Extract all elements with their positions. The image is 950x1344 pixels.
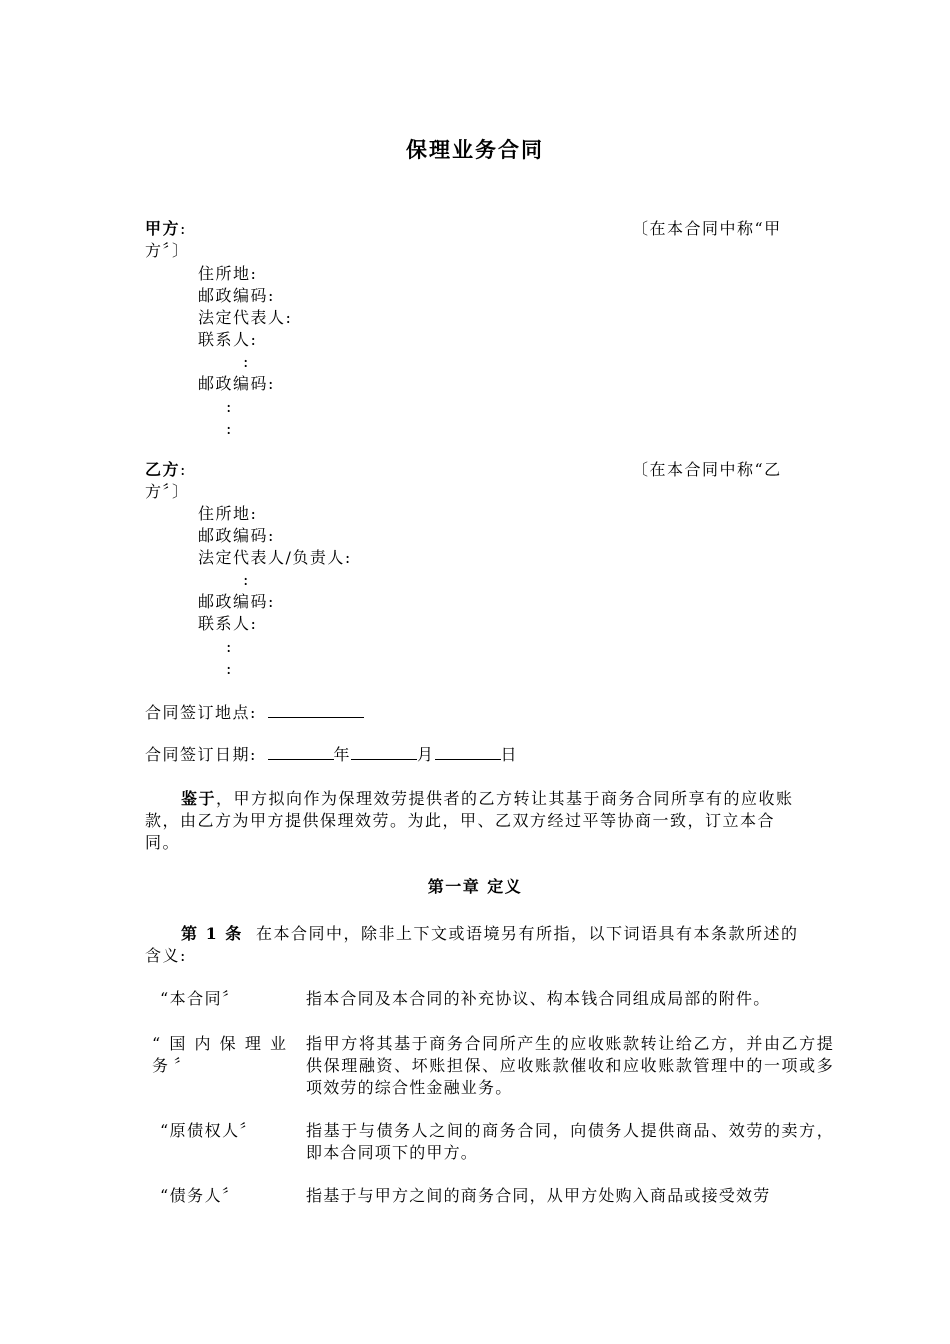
party-a-postcode-field: 邮政编码: — [198, 286, 275, 305]
definition-term: “本合同〞 — [160, 989, 240, 1008]
party-a-blank-field-3: : — [226, 419, 233, 438]
definition-text: 指基于与债务人之间的商务合同，向债务人提供商品、效劳的卖方，即本合同项下的甲方。 — [306, 1121, 834, 1162]
party-a-heading — [145, 218, 187, 240]
definition-term: “债务人〞 — [160, 1186, 240, 1205]
sign-month-unit: 月 — [417, 745, 435, 764]
article-1-lead: 第 1 条 — [181, 924, 243, 943]
party-a-blank-field: : — [243, 352, 250, 371]
sign-day-blank[interactable] — [435, 743, 501, 760]
sign-year-blank[interactable] — [268, 743, 334, 760]
party-a-colon: : — [180, 219, 187, 238]
party-a-designation: 〔在本合同中称“甲 — [632, 219, 782, 238]
definition-term: “原债权人〞 — [160, 1121, 258, 1140]
party-a-designation-cont: 方〞〕 — [145, 241, 190, 260]
sign-date-line — [145, 743, 518, 766]
article-1-paragraph — [145, 923, 805, 967]
article-1-text: 在本合同中，除非上下文或语境另有所指，以下词语具有本条款所述的含义: — [145, 924, 799, 965]
party-a-postcode-field-2: 邮政编码: — [198, 374, 275, 393]
sign-day-unit: 日 — [500, 745, 519, 764]
party-b-legal-rep-field: 法定代表人/负责人: — [198, 548, 352, 567]
party-b-blank-field: : — [243, 570, 250, 589]
whereas-lead: 鉴于 — [181, 789, 217, 808]
party-b-postcode-field-2: 邮政编码: — [198, 592, 275, 611]
party-a-blank-field-2: : — [226, 397, 233, 416]
whereas-text: ，甲方拟向作为保理效劳提供者的乙方转让其基于商务合同所享有的应收账款，由乙方为甲方提供保理效劳。为此，甲、乙双方经过平等协商一致，订立本合同。 — [145, 789, 794, 852]
party-b-postcode-field: 邮政编码: — [198, 526, 275, 545]
definition-text: 指甲方将其基于商务合同所产生的应收账款转让给乙方，并由乙方提供保理融资、坏账担保、应收账款催收和应收账款管理中的一项或多项效劳的综合性金融业务。 — [306, 1034, 834, 1097]
party-b-designation-cont: 方〞〕 — [145, 482, 190, 501]
document-title: 保理业务合同 — [406, 137, 544, 162]
sign-place-blank[interactable] — [268, 701, 364, 718]
party-a-label: 甲方 — [145, 219, 181, 238]
whereas-paragraph — [145, 788, 805, 854]
sign-year-unit: 年 — [333, 745, 352, 764]
party-b-address-field: 住所地: — [198, 504, 258, 523]
party-b-colon: : — [180, 460, 187, 479]
party-b-label: 乙方 — [145, 460, 181, 479]
definition-text: 指基于与甲方之间的商务合同，从甲方处购入商品或接受效劳 — [306, 1186, 771, 1205]
definition-text: 指本合同及本合同的补充协议、构本钱合同组成局部的附件。 — [306, 989, 771, 1008]
party-a-contact-field: 联系人: — [198, 330, 258, 349]
party-b-designation: 〔在本合同中称“乙 — [632, 460, 782, 479]
party-a-legal-rep-field: 法定代表人: — [198, 308, 293, 327]
chapter-heading: 第一章 定义 — [427, 877, 523, 896]
party-a-address-field: 住所地: — [198, 264, 258, 283]
definition-term: “国内保理业务〞 — [152, 1034, 292, 1075]
sign-month-blank[interactable] — [351, 743, 417, 760]
party-b-blank-field-3: : — [226, 659, 233, 678]
sign-place-label: 合同签订地点: — [145, 703, 257, 722]
party-b-contact-field: 联系人: — [198, 614, 258, 633]
party-b-blank-field-2: : — [226, 637, 233, 656]
sign-date-label: 合同签订日期: — [145, 745, 257, 764]
sign-place-line — [145, 701, 364, 724]
party-b-heading — [145, 459, 187, 481]
